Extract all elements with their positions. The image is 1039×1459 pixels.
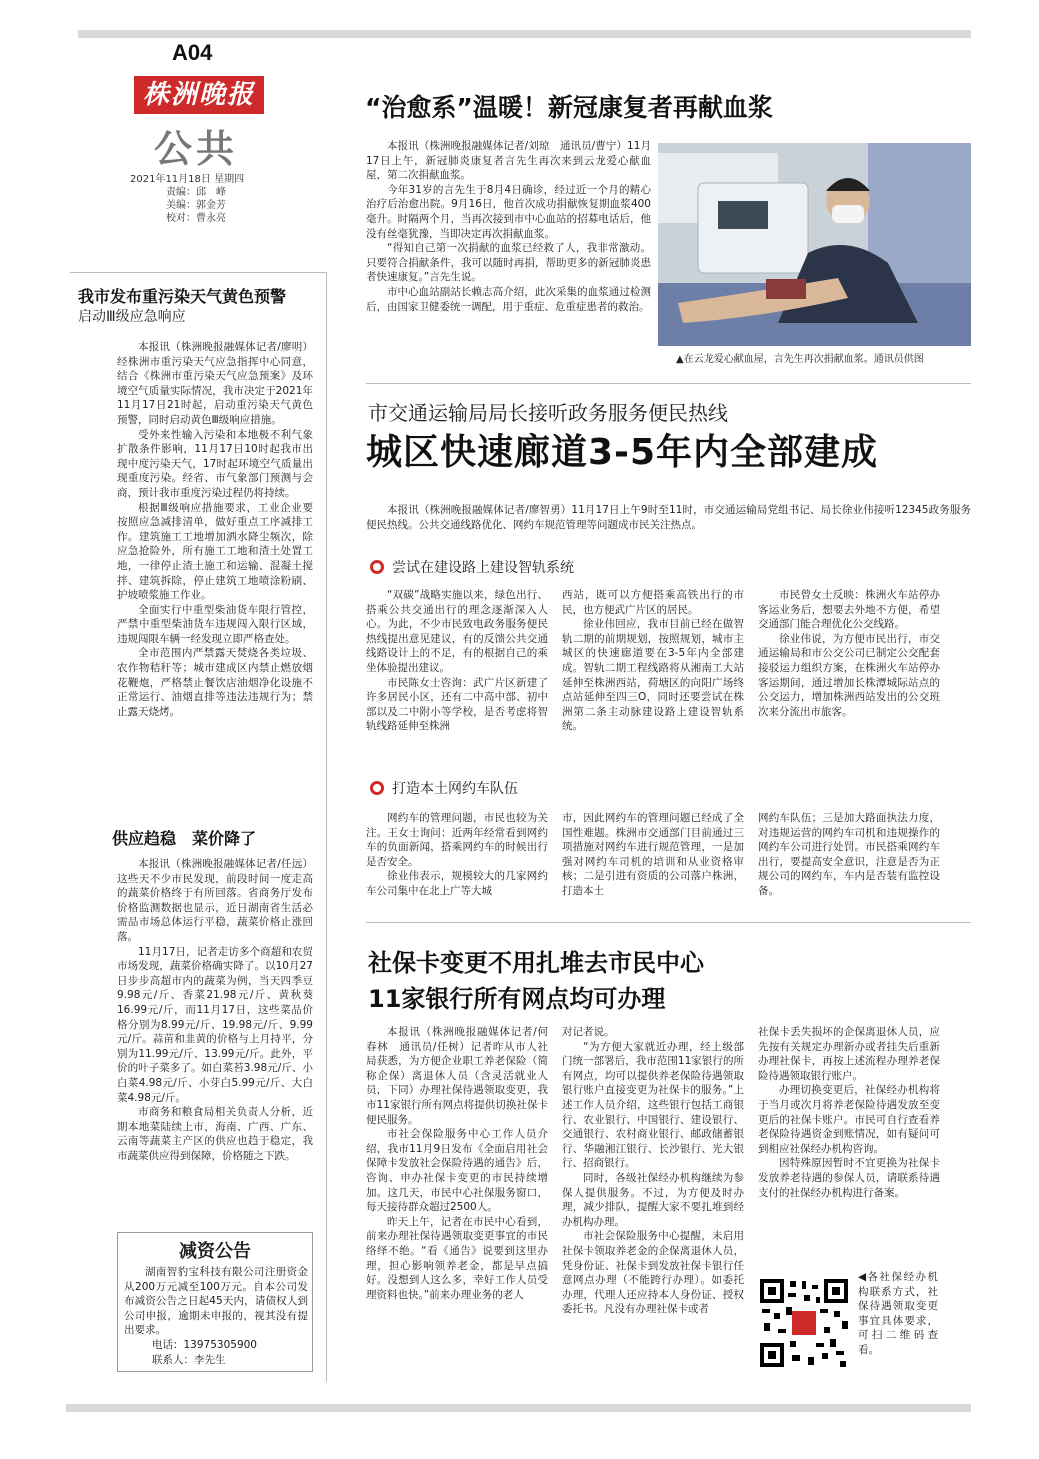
proofreader-credit: 校对：曹永亮	[166, 213, 226, 224]
bullet-icon	[370, 560, 384, 574]
left-top-rule	[70, 272, 326, 273]
left-column-rule	[326, 272, 327, 1382]
paragraph: 受外来性输入污染和本地极不利气象扩散条件影响，11月17日10时起我市出现中度污染天气，17时起环境空气质量出现重度污染。经省、市气象部门预测与会商，预计我市重度污染过程仍将持续。	[117, 428, 313, 499]
paragraph: 本报讯（株洲晚报融媒体记者/何春林 通讯员/任树）记者昨从市人社局获悉，为方便企业职工养老保险（简称企保）离退休人员（含灵活就业人员，下同）办理社保待遇领取变更，我市11家银行所有网点将提供切换社保卡便民服务。	[366, 1026, 548, 1126]
paragraph: 徐业伟表示，规模较大的几家网约车公司集中在北上广等大城	[366, 870, 548, 897]
social-headline-line1: 社保卡变更不用扎堆去市民中心	[368, 949, 704, 977]
paragraph: 本报讯（株洲晚报融媒体记者/任远）这些天不少市民发现，前段时间一度走高的蔬菜价格终于有所回落。省商务厅发布价格监测数据也显示，近日湖南省生活必需品市场总体运行平稳，蔬菜价格止涨回落。	[117, 858, 313, 943]
paragraph: 全市范围内严禁露天焚烧各类垃圾、农作物秸秆等；城市建成区内禁止燃放烟花鞭炮，严格禁止餐饮店油烟净化设施不正常运行、油烟直排等违法违规行为；禁止露天烧烤。	[117, 647, 313, 718]
subhead-text: 打造本土网约车队伍	[392, 781, 518, 797]
issue-date: 2021年11月18日 星期四	[130, 174, 245, 185]
notice-body	[124, 1265, 308, 1367]
paragraph: 网约车队伍；三是加大路面执法力度，对违规运营的网约车司机和违规操作的网约车公司进行处罚。市民搭乘网约车出行，要提高安全意识，注意是否为正规公司的网约车，车内是否装有监控设备。	[758, 812, 940, 897]
social-col2	[562, 1025, 744, 1375]
section-title: 公共	[154, 126, 239, 171]
qr-code-icon	[758, 1277, 850, 1369]
paragraph: 本报讯（株洲晚报融媒体记者/刘琼 通讯员/曹宁）11月17日上午，新冠肺炎康复者言先生再次来到云龙爱心献血屋，第二次捐献血浆。	[366, 140, 651, 182]
page-number: A04	[172, 40, 213, 65]
transport-block1-col1	[366, 588, 548, 770]
transport-headline: 城区快速廊道3-5年内全部建成	[366, 432, 879, 473]
designer-credit: 美编：郭金芳	[166, 200, 226, 211]
transport-block1-col2	[562, 588, 744, 770]
paragraph: 西站，既可以方便搭乘高铁出行的市民，也方便武广片区的居民。	[562, 589, 744, 616]
plasma-headline: “治愈系”温暖！新冠康复者再献血浆	[365, 93, 773, 122]
paragraph: 市民曾女士反映：株洲火车站停办客运业务后，想要去外地不方便，希望交通部门能合理优化公交线路。	[758, 589, 940, 631]
paragraph: 全面实行中重型柴油货车限行管控，严禁中重型柴油货车违规闯入限行区域，违规闯限车辆一经发现立即严格查处。	[117, 603, 313, 645]
paragraph: 市社会保险服务中心工作人员介绍，我市11月9日发布《全面启用社会保障卡发放社会保险待遇的通告》后，咨询、申办社保卡变更的市民持续增加。这几天，市民中心社保服务窗口，每天接待群众超过2500人。	[366, 1128, 548, 1214]
qr-code[interactable]	[758, 1277, 850, 1369]
paragraph: 徐业伟回应，我市目前已经在做智轨二期的前期规划，按照规划，城市主城区的快速廊道要在3-5年内全部建成。智轨二期工程线路将从湘南工大站延伸至株洲西站，荷塘区的向阳广场终点站延伸至四三O，同时还要尝试在株洲第二条主动脉建设路上建设智轨系统。	[562, 618, 744, 733]
qr-note: ◀各社保经办机构联系方式，社保待遇领取变更事宜具体要求，可扫二维码查看。	[858, 1271, 938, 1356]
paragraph: 网约车的管理问题，市民也较为关注。王女士询问：近两年经常看到网约车的负面新闻，搭乘网约车的时候出行是否安全。	[366, 812, 548, 868]
transport-block1-col3	[758, 588, 940, 770]
paragraph: 对记者说。	[562, 1026, 615, 1038]
paper-logo: 株洲晚报	[134, 76, 264, 114]
paragraph: 根据Ⅲ级响应措施要求，工业企业要按照应急减排清单，做好重点工序减排工作。建筑施工工地增加洒水降尘频次，除应急抢险外，所有施工工地和渣土处置工地，一律停止渣土施工和运输、混凝土搅拌、建筑拆除，停止建筑工地喷涂粉刷、护坡喷浆施工作业。	[117, 501, 313, 602]
social-headline-line2: 11家银行所有网点均可办理	[368, 985, 666, 1013]
paragraph: 市，因此网约车的管理问题已经成了全国性难题。株洲市交通部门目前通过三项措施对网约车进行规范管理，一是加强对网约车司机的培训和从业资格审核；二是引进有资质的公司落户株洲，打造本土	[562, 812, 744, 897]
lead-paragraph: 本报讯（株洲晚报融媒体记者/廖智勇）11月17日上午9时至11时，市交通运输局党组书记、局长徐业伟接听12345政务服务便民热线。公共交通线路优化、网约车规范管理等问题成市民关注热点。	[366, 504, 971, 531]
paragraph: 市中心血站副站长赖志高介绍，此次采集的血浆通过检测后，由国家卫健委统一调配，用于重症、危重症患者的救治。	[366, 285, 651, 313]
paragraph: “为方便大家就近办理，经上级部门统一部署后，我市范围11家银行的所有网点，均可以提供养老保险待遇领取银行账户直接变更为社保卡的服务。”上述工作人员介绍，这些银行包括工商银行、农业银行、中国银行、建设银行、交通银行、农村商业银行、邮政储蓄银行、华融湘江银行、长沙银行、光大银行、招商银行。	[562, 1040, 744, 1170]
plasma-body	[366, 139, 651, 364]
pollution-headline: 我市发布重污染天气黄色预警	[78, 287, 287, 306]
transport-subhead-1	[370, 557, 574, 577]
capital-reduction-notice	[117, 1232, 313, 1372]
social-top-rule	[366, 922, 971, 923]
transport-lead	[366, 503, 971, 535]
paragraph: 同时，各级社保经办机构继续为参保人提供服务。不过，为方便及时办理，减少排队，提醒大家不要扎堆到经办机构办理。	[562, 1171, 744, 1228]
paragraph: 11月17日，记者走访多个商超和农贸市场发现，蔬菜价格确实降了。以10月27日步步高超市内的蔬菜为例，当天四季豆9.98元/斤、香菜21.98元/斤、黄秋葵16.99元/斤，而11月17日，这些菜品价格分别为8.99元/斤、19.98元/斤、9.99元/斤。蒜苗和韭黄的价格与上月持平，分别为11.99元/斤、13.99元/斤。此外，平价的叶子菜多了。如白菜苔3.98元/斤、小白菜4.98元/斤、小芽白5.99元/斤、大白菜4.98元/斤。	[117, 945, 313, 1104]
social-col3	[758, 1025, 940, 1265]
paragraph: 市社会保险服务中心提醒，未启用社保卡领取养老金的企保离退休人员，凭身份证、社保卡到发放社保卡银行任意网点办理（不能跨行办理）。如委托办理，代理人还应持本人身份证、授权委托书。凡没有办理社保卡或者	[562, 1230, 744, 1316]
paragraph: 市商务和粮食局相关负责人分析，近期本地菜陆续上市，海南、广西、广东、云南等蔬菜主产区的供应也趋于稳定，我市蔬菜供应得到保障，价格随之下跌。	[117, 1106, 313, 1162]
transport-block2-col3	[758, 811, 940, 911]
issue-meta	[130, 173, 270, 225]
top-rule	[78, 30, 971, 38]
notice-phone: 电话：13975305900	[152, 1338, 257, 1351]
paragraph: 徐业伟说，为方便市民出行，市交通运输局和市公交公司已制定公交配套接驳运力组织方案，在株洲火车站停办客运期间，通过增加长株潭城际站点的公交运力，增加株洲西站发出的公交班次来分流出市旅客。	[758, 632, 940, 718]
paragraph: 昨天上午，记者在市民中心看到，前来办理社保待遇领取变更事宜的市民络绎不绝。“看《通告》说要到这里办理，担心影响领养老金，都是早点搞好。没想到人这么多，幸好工作人员受理资料也快。”前来办理业务的老人	[366, 1215, 548, 1301]
paragraph: 本报讯（株洲晚报融媒体记者/廖明）经株洲市重污染天气应急指挥中心同意，结合《株洲市重污染天气应急预案》及环境空气质量实际情况，我市决定于2021年11月17日21时起，启动重污染天气黄色预警，同时启动黄色Ⅲ级响应措施。	[117, 341, 313, 426]
pollution-body	[117, 340, 313, 795]
paragraph: 社保卡丢失损坏的企保离退休人员，应先按有关规定办理新办或者挂失后重新办理社保卡，再按上述流程办理养老保险待遇领取银行账户。	[758, 1026, 940, 1082]
social-col1	[366, 1025, 548, 1375]
pollution-subtitle: 启动Ⅲ级应急响应	[78, 309, 186, 325]
bottom-rule	[66, 1404, 971, 1412]
paragraph: “双碳”战略实施以来，绿色出行、搭乘公共交通出行的理念逐渐深入人心。为此，不少市民致电政务服务便民热线提出意见建议，有的反馈公共交通线路设计上的不足，有的根据自己的乘坐体验提出建议。	[366, 589, 548, 674]
notice-contact: 联系人：李先生	[152, 1353, 226, 1366]
plasma-donation-photo	[658, 143, 971, 346]
vegetable-body	[117, 857, 313, 1222]
paragraph: “得知自己第一次捐献的血浆已经救了人，我非常激动。只要符合捐献条件，我可以随时再捐，帮助更多的新冠肺炎患者快速康复。”言先生说。	[366, 242, 651, 284]
subhead-text: 尝试在建设路上建设智轨系统	[392, 560, 574, 576]
transport-block2-col1	[366, 811, 548, 911]
paragraph: 办理切换变更后，社保经办机构将于当月或次月将养老保险待遇发放至变更后的社保卡账户。市民可自行查看养老保险待遇资金到账情况，如有疑问可到相应社保经办机构咨询。	[758, 1084, 940, 1155]
notice-text: 湖南智豹宝科技有限公司注册资金从200万元减至100万元。自本公司发布减资公告之日起45天内，请债权人到公司申报，逾期未申报的，视其没有提出要求。	[124, 1266, 308, 1337]
donor-photo-illustration	[658, 143, 971, 346]
paragraph: 因特殊原因暂时不宜更换为社保卡发放养老待遇的参保人员，请联系待遇支付的社保经办机构进行备案。	[758, 1157, 940, 1199]
notice-title: 减资公告	[179, 1241, 251, 1262]
paragraph: 今年31岁的言先生于8月4日确诊，经过近一个月的精心治疗后治愈出院。9月16日，他首次成功捐献恢复期血浆400毫升。时隔两个月，当再次接到市中心血站的招募电话后，他没有丝毫犹豫，当即决定再次捐献血浆。	[366, 183, 651, 240]
paragraph: 市民陈女士咨询：武广片区新建了许多居民小区，还有二中高中部、初中部以及二中附小等学校，是否考虑将智轨线路延伸至株洲	[366, 676, 548, 733]
editor-credit: 责编：邱 峰	[166, 187, 226, 198]
transport-kicker: 市交通运输局局长接听政务服务便民热线	[368, 401, 728, 425]
transport-subhead-2	[370, 778, 518, 798]
bullet-icon	[370, 781, 384, 795]
transport-block2-col2	[562, 811, 744, 911]
transport-top-rule	[366, 383, 971, 384]
vegetable-headline: 供应趋稳 菜价降了	[112, 829, 257, 848]
photo-caption: ▲在云龙爱心献血屋，言先生再次捐献血浆。通讯员供图	[676, 354, 924, 365]
